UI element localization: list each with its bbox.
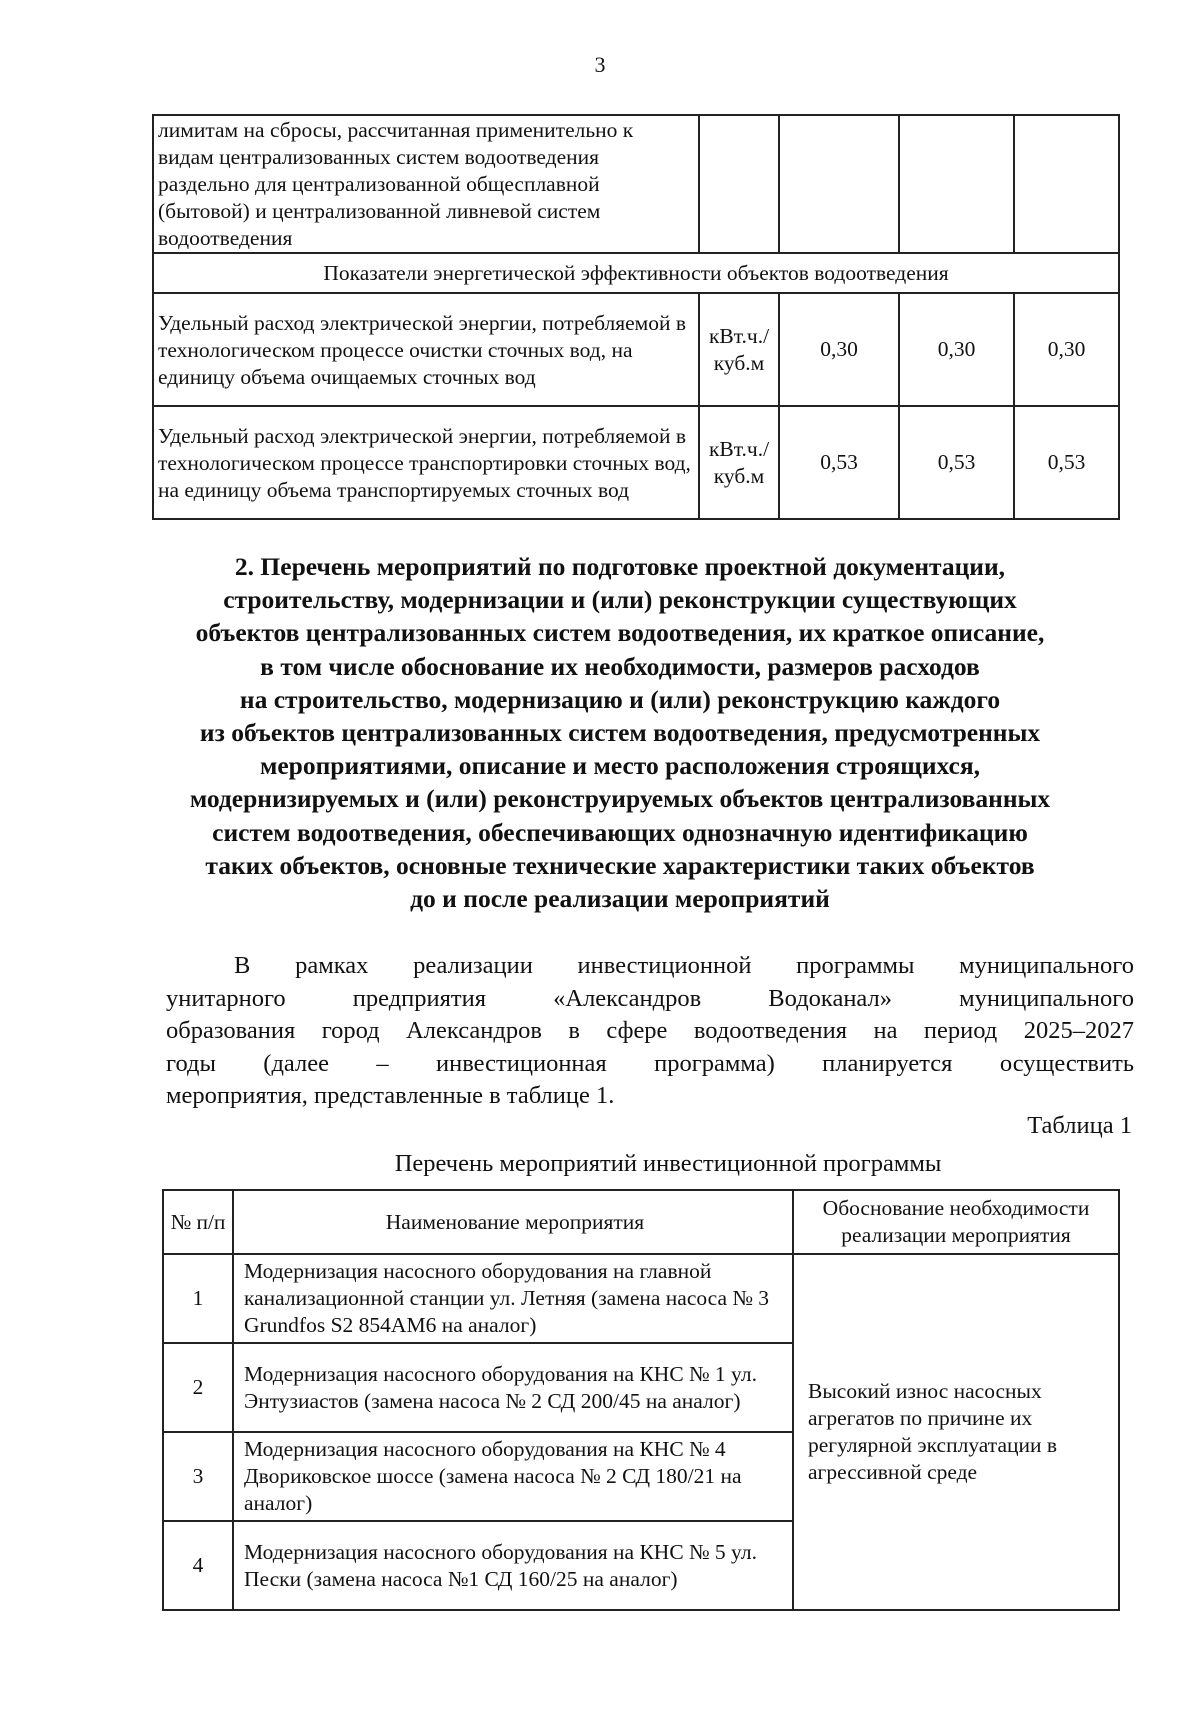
heading-line: на строительство, модернизацию и (или) реконструкцию каждого <box>239 684 1001 714</box>
indicator-name-cell: Удельный расход электрической энергии, потребляемой в технологическом процессе очистки сточных вод, на единицу объема очищаемых сточных вод <box>153 293 699 406</box>
heading-line: из объектов централизованных систем водоотведения, предусмотренных <box>199 718 1041 748</box>
value-cell: 0,53 <box>1014 406 1119 519</box>
table-row <box>153 293 1119 406</box>
value-cell: 0,30 <box>899 293 1014 406</box>
heading-line: мероприятиями, описание и место расположения строящихся, <box>259 751 981 781</box>
header-justification: Обоснование необходимости реализации мероприятия <box>793 1190 1119 1254</box>
empty-cell <box>899 115 1014 253</box>
heading-line: систем водоотведения, обеспечивающих однозначную идентификацию <box>212 817 1028 847</box>
paragraph-line: мероприятия, представленные в таблице 1. <box>166 1082 615 1109</box>
heading-line: 2. Перечень мероприятий по подготовке проектной документации, <box>234 552 1006 581</box>
table-label: Таблица 1 <box>1027 1112 1132 1139</box>
header-number: № п/п <box>163 1190 233 1254</box>
row-number: 3 <box>163 1432 233 1521</box>
paragraph-line: годы (далее – инвестиционная программа) планируется осуществить <box>166 1049 1134 1077</box>
heading-line: до и после реализации мероприятий <box>410 884 830 914</box>
row-number: 2 <box>163 1343 233 1432</box>
measure-name: Модернизация насосного оборудования на КНС № 4 Двориковское шоссе (замена насоса № 2 СД 180/21 на аналог) <box>233 1432 793 1521</box>
indicators-table <box>152 114 1120 520</box>
measure-name: Модернизация насосного оборудования на главной канализационной станции ул. Летняя (замена насоса № 3 Grundfos S2 854AM6 на аналог) <box>233 1254 793 1343</box>
justification-cell: Высокий износ насосных агрегатов по причине их регулярной эксплуатации в агрессивной среде <box>793 1254 1119 1610</box>
table-caption: Перечень мероприятий инвестиционной программы <box>394 1150 942 1177</box>
heading-line: объектов централизованных систем водоотведения, их краткое описание, <box>195 618 1045 648</box>
empty-cell <box>779 115 899 253</box>
paragraph-line: В рамках реализации инвестиционной программы муниципального <box>234 952 1134 979</box>
measure-name: Модернизация насосного оборудования на КНС № 1 ул. Энтузиастов (замена насоса № 2 СД 200/45 на аналог) <box>233 1343 793 1432</box>
section-title-row <box>153 253 1119 293</box>
heading-line: в том числе обоснование их необходимости, размеров расходов <box>260 651 980 681</box>
value-cell: 0,30 <box>1014 293 1119 406</box>
page-number: 3 <box>594 52 606 77</box>
section-heading <box>150 550 1090 915</box>
measures-table <box>162 1189 1120 1611</box>
heading-line: таких объектов, основные технические характеристики таких объектов <box>205 850 1035 880</box>
heading-line: строительству, модернизации и (или) реконструкции существующих <box>223 585 1017 615</box>
row-number: 1 <box>163 1254 233 1343</box>
value-cell: 0,30 <box>779 293 899 406</box>
table-header-row <box>163 1190 1119 1254</box>
measure-name: Модернизация насосного оборудования на КНС № 5 ул. Пески (замена насоса №1 СД 160/25 на аналог) <box>233 1521 793 1610</box>
unit-cell: кВт.ч./ куб.м <box>699 406 779 519</box>
indicator-name-cell: лимитам на сбросы, рассчитанная применительно к видам централизованных систем водоотведения раздельно для централизованной общесплавной (бытовой) и централизованной ливневой систем водоотведения <box>153 115 699 253</box>
paragraph-line: образования город Александров в сфере водоотведения на период 2025–2027 <box>166 1017 1134 1044</box>
empty-cell <box>1014 115 1119 253</box>
unit-cell: кВт.ч./ куб.м <box>699 293 779 406</box>
section-title: Показатели энергетической эффективности объектов водоотведения <box>153 253 1119 293</box>
empty-cell <box>699 115 779 253</box>
table-row <box>153 406 1119 519</box>
value-cell: 0,53 <box>899 406 1014 519</box>
table-row <box>163 1254 1119 1343</box>
value-cell: 0,53 <box>779 406 899 519</box>
header-name: Наименование мероприятия <box>233 1190 793 1254</box>
heading-line: модернизируемых и (или) реконструируемых объектов централизованных <box>189 784 1051 814</box>
body-paragraph <box>166 950 1134 1113</box>
paragraph-line: унитарного предприятия «Александров Водоканал» муниципального <box>166 984 1134 1012</box>
indicator-name-cell: Удельный расход электрической энергии, потребляемой в технологическом процессе транспортировки сточных вод, на единицу объема транспортируемых сточных вод <box>153 406 699 519</box>
table-row <box>153 115 1119 253</box>
row-number: 4 <box>163 1521 233 1610</box>
